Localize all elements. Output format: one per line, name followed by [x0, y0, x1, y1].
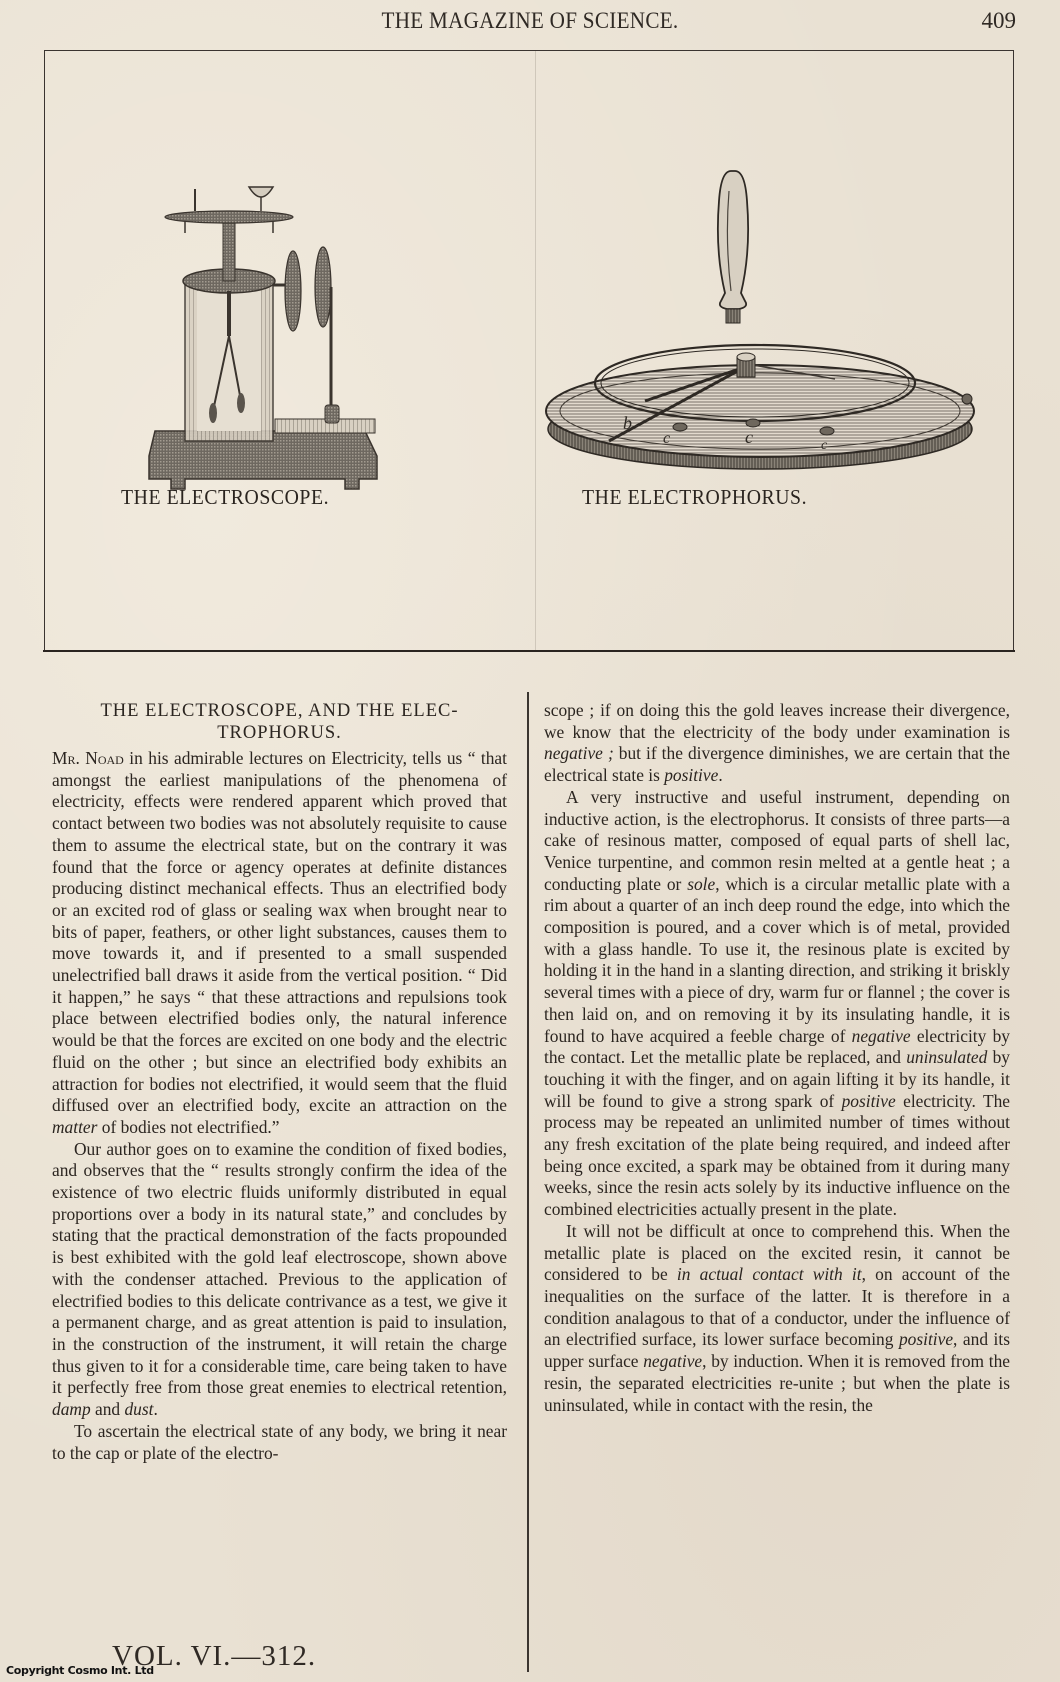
author-name: Mr. Noad — [52, 748, 124, 768]
article-title-line1: THE ELECTROSCOPE, AND THE ELEC- — [100, 701, 459, 721]
label-c2: c — [745, 427, 753, 447]
paragraph-2: Our author goes on to examine the condition of fixed bodies, and observes that the “ results strongly confirm the idea of the existence of two electric fluids uniformly distributed in equal proportions over a body in its natural state,” and concludes by stating that the practical demonstration of the facts propounded is best exhibited with the gold leaf electroscope, shown above with the condenser attached. Previous to the application of electrified bodies to this delicate contrivance as a test, we give it a permanent charge, and as great attention is paid to insulation, in the construction of the instrument, it will retain the charge thus given to it for a considerable time, care being taken to have it perfectly free from those great enemies to electrical retention, damp and dust. — [52, 1138, 507, 1420]
paragraph-1: Mr. Noad in his admirable lectures on Electricity, tells us “ that amongst the earliest manipulations of the phenomena of electricity, effects were rendered apparent which proved that contact between two bodies was not absolutely requisite to cause them to assume the electrical state, but on the contrary it was found that the force or agency operates at definite distances producing distinct mechanical effects. Thus an electrified body or an excited rod of glass or sealing wax when brought near to bits of paper, feathers, or other light substances, causes them to move towards it, and if presented to a small suspended unelectrified ball draws it aside from the vertical position. “ Did it happen,” he says “ that these attractions and repulsions took place between electrified bodies only, the natural inference would be that the forces are excited on one body and the electric fluid on the other ; but since an electrified body exhibits an attraction for bodies not electrified, it would seem that the fluid diffused over an electrified body, excite an attraction on the matter of bodies not electrified.” — [52, 748, 507, 1137]
page-number: 409 — [981, 8, 1016, 33]
figure-bottom-rule — [43, 650, 1015, 652]
label-c3: c — [821, 438, 828, 453]
electroscope-illustration-icon — [145, 161, 405, 511]
paragraph-5: A very instructive and useful instrument, depending on inductive action, is the electrophorus. It consists of three parts—a cake of resinous matter, composed of equal parts of shell lac, Venice turpentine, and common resin melted at a gentle heat ; a conducting plate or sole, which is a circular metallic plate with a rim about a quarter of an inch deep round the edge, into which the composition is poured, and a cover which is of metal, provided with a glass handle. To use it, the resinous plate is excited by holding it in the hand in a slanting direction, and striking it briskly several times with a piece of dry, warm fur or flannel ; the cover is then laid on, and on removing it by its insulating handle, it is found to have acquired a feeble charge of negative electricity by the contact. Let the metallic plate be replaced, and uninsulated by touching it with the finger, and on again lifting it by its handle, it will be found to give a strong spark of positive electricity. The process may be repeated an unlimited number of times without any fresh excitation of the plate being required, and indeed after being once excited, a spark may be obtained from it during many weeks, since the resin acts solely by its inductive influence on the combined electricities actually present in the plate. — [544, 786, 1010, 1220]
electroscope-caption: THE ELECTROSCOPE. — [121, 485, 330, 509]
paragraph-4: scope ; if on doing this the gold leaves increase their divergence, we know that the electricity of the body under examination is negative ; but if the divergence diminishes, we are certain that the electrical state is positive. — [544, 700, 1010, 786]
paragraph-6: It will not be difficult at once to comprehend this. When the metallic plate is placed on the excited resin, it cannot be considered to be in actual contact with it, on account of the inequalities on the surface of the latter. It is therefore in a condition analagous to that of a conductor, under the influence of an electrified surface, its lower surface becoming positive, and its upper surface negative, by induction. When it is removed from the resin, the separated electricities re-unite ; but when the plate is uninsulated, while in contact with the resin, the — [544, 1220, 1011, 1415]
figure-plate — [44, 50, 1014, 651]
electrophorus-caption: THE ELECTROPHORUS. — [582, 485, 808, 509]
electrophorus-illustration-icon — [535, 161, 995, 471]
right-column — [544, 700, 1010, 1416]
running-head — [0, 8, 1060, 42]
article-title — [52, 700, 507, 744]
left-column — [52, 700, 507, 1464]
article-title-line2: TROPHORUS. — [217, 723, 342, 743]
column-rule — [527, 692, 529, 1672]
paragraph-3: To ascertain the electrical state of any body, we bring it near to the cap or plate of the electro- — [52, 1420, 507, 1463]
label-c1: c — [663, 430, 671, 447]
volume-signature: VOL. VI.—312. — [112, 1640, 317, 1672]
copyright-watermark: Copyright Cosmo Int. Ltd — [6, 1664, 154, 1677]
label-b: b — [623, 413, 632, 433]
magazine-title: THE MAGAZINE OF SCIENCE. — [381, 8, 679, 33]
